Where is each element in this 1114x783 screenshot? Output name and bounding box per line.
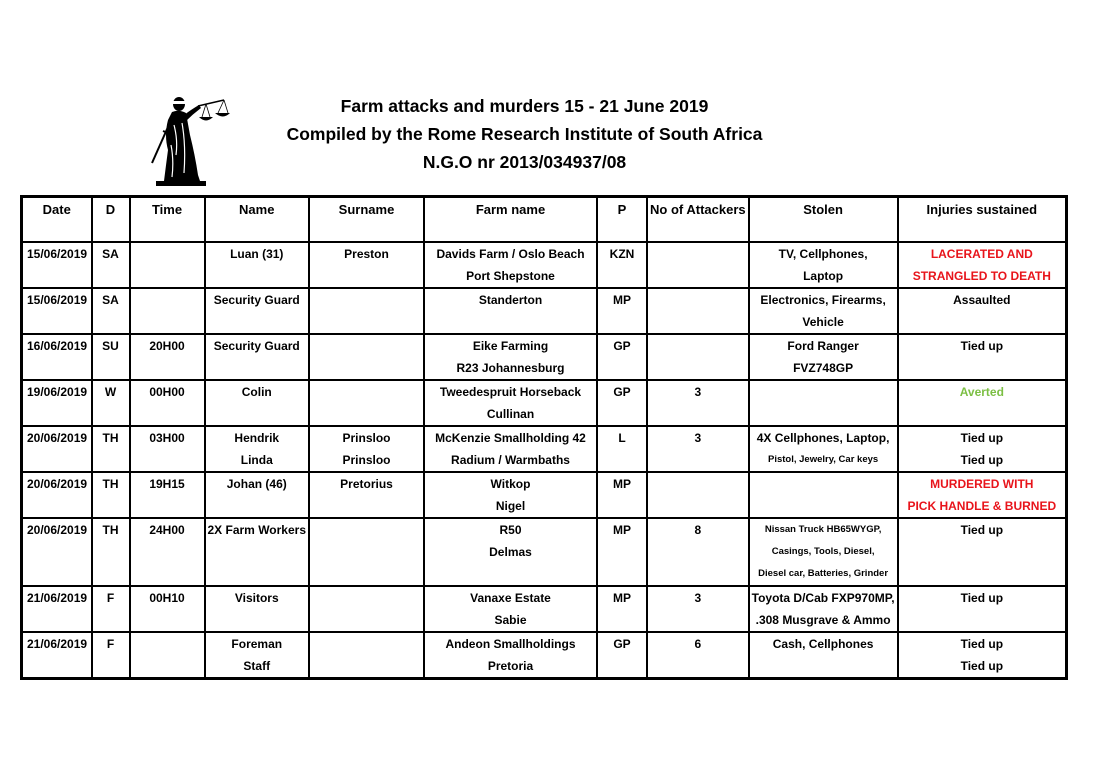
cell-injuries-line: LACERATED AND [930, 247, 1033, 261]
cell-farm-name-line: Vanaxe Estate [470, 591, 551, 605]
cell-attackers: 3 [647, 586, 749, 632]
cell-time [130, 632, 205, 679]
table-row [22, 242, 1067, 288]
report-header [262, 92, 787, 176]
cell-stolen [749, 518, 898, 586]
cell-stolen [749, 472, 898, 518]
cell-stolen-line: Pistol, Jewelry, Car keys [767, 454, 879, 465]
report-subtitle: Compiled by the Rome Research Institute of South Africa [286, 124, 763, 144]
cell-farm-name [424, 586, 597, 632]
cell-time [130, 288, 205, 334]
col-stolen: Stolen [749, 197, 898, 243]
cell-attackers: 3 [647, 426, 749, 472]
cell-date: 20/06/2019 [22, 472, 92, 518]
col-farm-name: Farm name [424, 197, 597, 243]
cell-attackers: 8 [647, 518, 749, 586]
cell-date: 16/06/2019 [22, 334, 92, 380]
cell-injuries-line: Tied up [960, 431, 1004, 445]
cell-province: MP [597, 288, 647, 334]
cell-name-line: Security Guard [213, 339, 300, 353]
cell-injuries-line: Tied up [960, 591, 1004, 605]
table-row [22, 426, 1067, 472]
cell-date: 15/06/2019 [22, 242, 92, 288]
cell-province: L [597, 426, 647, 472]
cell-province: MP [597, 586, 647, 632]
cell-name [205, 426, 310, 472]
cell-stolen-line: TV, Cellphones, [778, 247, 868, 261]
table-row [22, 380, 1067, 426]
cell-injuries-line: Tied up [960, 523, 1004, 537]
cell-surname [309, 426, 424, 472]
cell-injuries-line: Assaulted [953, 293, 1011, 307]
cell-attackers: 6 [647, 632, 749, 679]
cell-farm-name [424, 380, 597, 426]
cell-province: GP [597, 380, 647, 426]
cell-name [205, 288, 310, 334]
cell-injuries-line: PICK HANDLE & BURNED [907, 499, 1057, 513]
cell-stolen [749, 586, 898, 632]
table-header-row [22, 197, 1067, 243]
cell-injuries-line: STRANGLED TO DEATH [912, 269, 1051, 283]
attacks-table [20, 195, 1068, 680]
cell-farm-name [424, 632, 597, 679]
report-title: Farm attacks and murders 15 - 21 June 2019 [340, 96, 709, 116]
cell-attackers [647, 242, 749, 288]
cell-surname [309, 380, 424, 426]
cell-time [130, 242, 205, 288]
cell-attackers [647, 288, 749, 334]
cell-name [205, 242, 310, 288]
cell-date: 21/06/2019 [22, 586, 92, 632]
cell-time: 00H00 [130, 380, 205, 426]
cell-stolen-line: Vehicle [802, 315, 844, 329]
cell-farm-name-line: Andeon Smallholdings [445, 637, 576, 651]
ngo-number: N.G.O nr 2013/034937/08 [422, 152, 627, 172]
cell-injuries-line: Tied up [960, 637, 1004, 651]
col-attackers [647, 197, 749, 243]
table-row [22, 288, 1067, 334]
cell-day: W [92, 380, 130, 426]
cell-attackers [647, 334, 749, 380]
cell-farm-name-line: Witkop [490, 477, 531, 491]
cell-farm-name-line: Radium / Warmbaths [451, 453, 570, 467]
cell-day: TH [92, 472, 130, 518]
cell-name [205, 334, 310, 380]
cell-surname [309, 288, 424, 334]
table-row [22, 586, 1067, 632]
table-row [22, 518, 1067, 586]
cell-injuries-line: Tied up [960, 339, 1004, 353]
cell-name-line: Colin [241, 385, 272, 399]
cell-day: TH [92, 426, 130, 472]
cell-farm-name-line: Eike Farming [472, 339, 549, 353]
col-surname: Surname [309, 197, 424, 243]
cell-surname-line: Pretorius [340, 477, 393, 491]
cell-farm-name-line: R50 [499, 523, 522, 537]
col-injuries: Injuries sustained [898, 197, 1067, 243]
col-day: D [92, 197, 130, 243]
cell-date: 15/06/2019 [22, 288, 92, 334]
cell-farm-name-line: Standerton [478, 293, 543, 307]
cell-province: MP [597, 518, 647, 586]
cell-stolen-line: Laptop [803, 269, 844, 283]
cell-injuries [898, 518, 1067, 586]
col-province: P [597, 197, 647, 243]
cell-date: 20/06/2019 [22, 426, 92, 472]
cell-time: 19H15 [130, 472, 205, 518]
cell-date: 21/06/2019 [22, 632, 92, 679]
cell-province: KZN [597, 242, 647, 288]
cell-injuries [898, 426, 1067, 472]
cell-stolen-line: Cash, Cellphones [772, 637, 874, 651]
cell-farm-name [424, 334, 597, 380]
cell-injuries [898, 380, 1067, 426]
cell-stolen [749, 242, 898, 288]
cell-stolen-line: Toyota D/Cab FXP970MP, [751, 591, 895, 605]
lady-justice-icon [146, 95, 230, 188]
cell-stolen-line: Diesel car, Batteries, Grinder [758, 568, 889, 579]
cell-surname-line: Preston [344, 247, 389, 261]
cell-name-line: Staff [243, 659, 271, 673]
cell-farm-name-line: Sabie [494, 613, 527, 627]
cell-time: 00H10 [130, 586, 205, 632]
cell-farm-name-line: Pretoria [487, 659, 534, 673]
cell-surname [309, 518, 424, 586]
cell-farm-name-line: Nigel [495, 499, 526, 513]
cell-stolen [749, 426, 898, 472]
cell-stolen-line: 4X Cellphones, Laptop, [756, 431, 890, 445]
cell-name-line: Visitors [234, 591, 279, 605]
cell-farm-name-line: McKenzie Smallholding 42 [435, 431, 586, 445]
cell-name-line: 2X Farm Workers [207, 523, 306, 537]
cell-time: 20H00 [130, 334, 205, 380]
cell-injuries [898, 586, 1067, 632]
table-row [22, 632, 1067, 679]
cell-farm-name-line: Cullinan [486, 407, 535, 421]
cell-surname [309, 472, 424, 518]
cell-province: MP [597, 472, 647, 518]
cell-stolen-line: Ford Ranger [787, 339, 859, 353]
table-row [22, 334, 1067, 380]
cell-stolen-line: FVZ748GP [793, 361, 854, 375]
cell-stolen-line: Casings, Tools, Diesel, [771, 546, 875, 557]
cell-day: SA [92, 242, 130, 288]
cell-injuries-line: Averted [959, 385, 1004, 399]
cell-province: GP [597, 632, 647, 679]
cell-name-line: Johan (46) [226, 477, 287, 491]
cell-day: SA [92, 288, 130, 334]
cell-injuries-line: Tied up [960, 453, 1004, 467]
cell-province: GP [597, 334, 647, 380]
cell-name [205, 380, 310, 426]
cell-name-line: Luan (31) [230, 247, 284, 261]
cell-injuries [898, 472, 1067, 518]
cell-time: 03H00 [130, 426, 205, 472]
cell-surname-line: Prinsloo [342, 431, 391, 445]
cell-injuries [898, 632, 1067, 679]
table-row [22, 472, 1067, 518]
cell-farm-name-line: Tweedespruit Horseback [439, 385, 582, 399]
cell-stolen-line: Nissan Truck HB65WYGP, [764, 524, 882, 535]
col-attackers-line1: No of [650, 202, 684, 217]
cell-farm-name [424, 472, 597, 518]
col-name: Name [205, 197, 310, 243]
cell-surname [309, 632, 424, 679]
cell-attackers: 3 [647, 380, 749, 426]
cell-injuries-line: MURDERED WITH [930, 477, 1034, 491]
cell-day: TH [92, 518, 130, 586]
cell-stolen-line: .308 Musgrave & Ammo [755, 613, 891, 627]
cell-stolen [749, 380, 898, 426]
cell-farm-name [424, 288, 597, 334]
cell-surname-line: Prinsloo [342, 453, 391, 467]
cell-injuries-line: Tied up [960, 659, 1004, 673]
cell-time: 24H00 [130, 518, 205, 586]
cell-name [205, 632, 310, 679]
cell-injuries [898, 288, 1067, 334]
cell-name [205, 518, 310, 586]
cell-name-line: Security Guard [213, 293, 300, 307]
cell-farm-name-line: R23 Johannesburg [456, 361, 565, 375]
cell-stolen [749, 288, 898, 334]
cell-farm-name [424, 426, 597, 472]
cell-day: SU [92, 334, 130, 380]
cell-day: F [92, 632, 130, 679]
cell-farm-name-line: Delmas [489, 545, 532, 559]
cell-attackers [647, 472, 749, 518]
col-date: Date [22, 197, 92, 243]
cell-injuries [898, 242, 1067, 288]
cell-farm-name [424, 242, 597, 288]
cell-injuries [898, 334, 1067, 380]
cell-name-line: Foreman [231, 637, 283, 651]
cell-farm-name-line: Davids Farm / Oslo Beach [436, 247, 585, 261]
cell-name-line: Hendrik [234, 431, 280, 445]
cell-stolen [749, 632, 898, 679]
cell-name [205, 472, 310, 518]
cell-date: 19/06/2019 [22, 380, 92, 426]
table-body [22, 242, 1067, 679]
cell-farm-name-line: Port Shepstone [466, 269, 555, 283]
cell-stolen-line: Electronics, Firearms, [760, 293, 886, 307]
cell-name-line: Linda [240, 453, 273, 467]
cell-name [205, 586, 310, 632]
cell-surname [309, 334, 424, 380]
cell-surname [309, 586, 424, 632]
cell-farm-name [424, 518, 597, 586]
col-time: Time [130, 197, 205, 243]
col-attackers-line2: Attackers [686, 202, 746, 217]
cell-stolen [749, 334, 898, 380]
cell-date: 20/06/2019 [22, 518, 92, 586]
cell-day: F [92, 586, 130, 632]
cell-surname [309, 242, 424, 288]
